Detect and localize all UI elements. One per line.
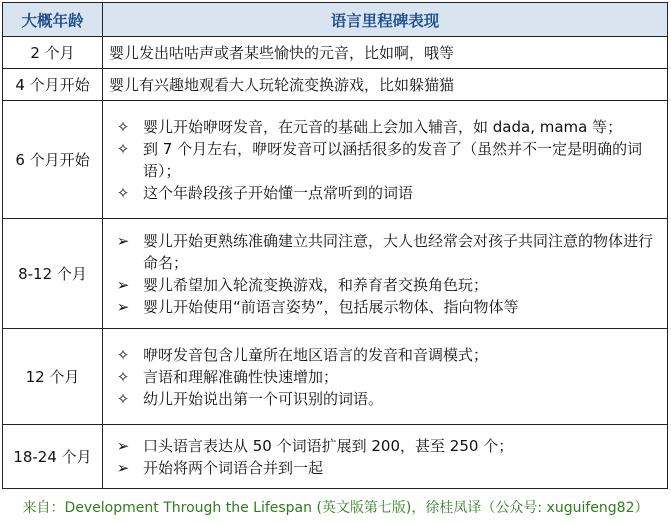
milestone-cell — [103, 69, 668, 101]
table-row — [3, 69, 668, 101]
diamond-bullet-icon: ✧ — [116, 139, 130, 158]
milestone-table — [2, 2, 668, 489]
milestone-text: 婴儿发出咕咕声或者某些愉快的元音，比如啊，哦等 — [109, 43, 455, 62]
table-row — [3, 425, 668, 489]
milestone-cell — [103, 101, 668, 219]
age-cell: 18-24 个月 — [3, 425, 103, 489]
age-cell: 6 个月开始 — [3, 101, 103, 219]
age-cell: 2 个月 — [3, 37, 103, 69]
milestone-text: 口头语言表达从 50 个词语扩展到 200，甚至 250 个； — [143, 436, 514, 455]
list-item — [109, 435, 661, 457]
milestone-text: 幼儿开始说出第一个可识别的词语。 — [143, 389, 384, 408]
list-item — [109, 230, 661, 274]
list-item — [109, 344, 661, 366]
milestone-text: 咿呀发音包含儿童所在地区语言的发音和音调模式； — [143, 345, 489, 364]
list-item — [109, 388, 661, 410]
milestone-text: 这个年龄段孩子开始懂一点常听到的词语 — [143, 183, 414, 202]
arrow-bullet-icon: ➢ — [116, 436, 130, 455]
list-item — [109, 366, 661, 388]
header-age: 大概年龄 — [3, 3, 103, 37]
diamond-bullet-icon: ✧ — [116, 183, 130, 202]
milestone-table-wrapper — [2, 2, 668, 489]
table-row — [3, 219, 668, 329]
list-item — [109, 116, 661, 138]
arrow-bullet-icon: ➢ — [116, 297, 130, 316]
milestone-text: 婴儿开始咿呀发音，在元音的基础上会加入辅音，如 dada, mama 等； — [143, 117, 623, 136]
table-row — [3, 101, 668, 219]
milestone-list — [109, 230, 661, 318]
list-item — [109, 182, 661, 204]
table-row — [3, 37, 668, 69]
milestone-list — [109, 344, 661, 410]
diamond-bullet-icon: ✧ — [116, 117, 130, 136]
list-item — [109, 138, 661, 182]
milestone-text: 婴儿希望加入轮流变换游戏，和养育者交换角色玩； — [143, 275, 489, 294]
diamond-bullet-icon: ✧ — [116, 367, 130, 386]
milestone-text: 婴儿开始更熟练准确建立共同注意，大人也经常会对孩子共同注意的物体进行命名； — [143, 231, 654, 272]
milestone-cell — [103, 329, 668, 425]
milestone-text: 婴儿开始使用“前语言姿势”，包括展示物体、指向物体等 — [143, 297, 519, 316]
milestone-text: 言语和理解准确性快速增加； — [143, 367, 339, 386]
diamond-bullet-icon: ✧ — [116, 389, 130, 408]
table-header-row — [3, 3, 668, 37]
age-cell: 4 个月开始 — [3, 69, 103, 101]
list-item — [109, 296, 661, 318]
list-item — [109, 457, 661, 479]
milestone-text: 婴儿有兴趣地观看大人玩轮流变换游戏，比如躲猫猫 — [109, 75, 455, 94]
list-item — [109, 274, 661, 296]
source-credit: 来自：Development Through the Lifespan (英文版第七版)，徐桂凤译（公众号: xuguifeng82） — [22, 500, 649, 516]
milestone-list — [109, 116, 661, 204]
diamond-bullet-icon: ✧ — [116, 345, 130, 364]
arrow-bullet-icon: ➢ — [116, 275, 130, 294]
milestone-cell — [103, 37, 668, 69]
header-milestones: 语言里程碑表现 — [103, 3, 668, 37]
age-cell: 12 个月 — [3, 329, 103, 425]
table-row — [3, 329, 668, 425]
milestone-text: 开始将两个词语合并到一起 — [143, 458, 324, 477]
milestone-list — [109, 435, 661, 479]
milestone-cell — [103, 219, 668, 329]
arrow-bullet-icon: ➢ — [116, 231, 130, 250]
arrow-bullet-icon: ➢ — [116, 458, 130, 477]
milestone-cell — [103, 425, 668, 489]
age-cell: 8-12 个月 — [3, 219, 103, 329]
milestone-text: 到 7 个月左右，咿呀发音可以涵括很多的发音了（虽然并不一定是明确的词语）； — [143, 139, 643, 180]
